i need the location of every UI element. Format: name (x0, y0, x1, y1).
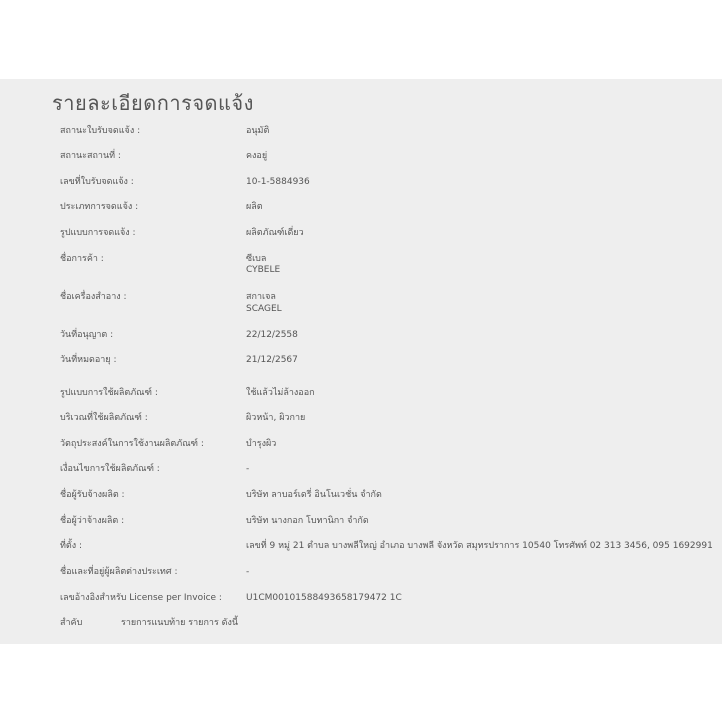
label-expiry-date: วันที่หมดอายุ : (60, 355, 117, 365)
label-hiring-company: ชื่อผู้ว่าจ้างผลิต : (60, 516, 125, 526)
label-notification-type: ประเภทการจดแจ้ง : (60, 202, 139, 212)
label-usage-condition: เงื่อนไขการใช้ผลิตภัณฑ์ : (60, 464, 160, 474)
footer-label: สำคับ (60, 618, 83, 628)
label-notification-number: เลขที่ใบรับจดแจ้ง : (60, 177, 134, 187)
label-place-status: สถานะสถานที่ : (60, 151, 121, 161)
label-notification-format: รูปแบบการจดแจ้ง : (60, 228, 136, 238)
label-foreign-manufacturer: ชื่อและที่อยู่ผู้ผลิตต่างประเทศ : (60, 567, 178, 577)
value-contract-manufacturer: บริษัท ลาบอร์เดรี่ อินโนเวชั่น จำกัด (246, 490, 382, 500)
value-trade-name-english: CYBELE (246, 265, 281, 275)
value-purpose: บำรุงผิว (246, 439, 277, 449)
value-hiring-company: บริษัท นางกอก โบทานิกา จำกัด (246, 516, 369, 526)
label-approval-date: วันที่อนุญาต : (60, 330, 114, 340)
value-address: เลขที่ 9 หมู่ 21 ตำบล บางพลีใหญ่ อำเภอ บางพลี จังหวัด สมุทรปราการ 10540 โทรศัพท์ 02 313 3456, 095 1692991 (246, 541, 713, 551)
value-usage-format: ใช้แล้วไม่ล้างออก (246, 388, 315, 398)
label-address: ที่ตั้ง : (60, 541, 83, 551)
page-title: รายละเอียดการจดแจ้ง (52, 91, 254, 115)
value-usage-condition: - (246, 464, 250, 474)
value-foreign-manufacturer: - (246, 567, 250, 577)
label-trade-name: ชื่อการค้า : (60, 254, 104, 264)
value-notification-format: ผลิตภัณฑ์เดี่ยว (246, 228, 304, 238)
value-cosmetic-name-thai: สกาเจล (246, 292, 276, 302)
value-trade-name-thai: ซีเบล (246, 254, 267, 264)
value-approval-date: 22/12/2558 (246, 330, 298, 340)
value-place-status: คงอยู่ (246, 151, 268, 161)
label-usage-area: บริเวณที่ใช้ผลิตภัณฑ์ : (60, 413, 148, 423)
label-contract-manufacturer: ชื่อผู้รับจ้างผลิต : (60, 490, 125, 500)
label-status: สถานะใบรับจดแจ้ง : (60, 126, 141, 136)
label-purpose: วัตถุประสงค์ในการใช้งานผลิตภัณฑ์ : (60, 439, 204, 449)
label-license-reference: เลขอ้างอิงสำหรับ License per Invoice : (60, 593, 222, 603)
value-notification-number: 10-1-5884936 (246, 177, 310, 187)
label-cosmetic-name: ชื่อเครื่องสำอาง : (60, 292, 127, 302)
value-cosmetic-name-english: SCAGEL (246, 304, 282, 314)
value-status: อนุมัติ (246, 126, 270, 136)
value-license-reference: U1CM00101588493658179472 1C (246, 593, 402, 603)
value-expiry-date: 21/12/2567 (246, 355, 298, 365)
value-notification-type: ผลิต (246, 202, 263, 212)
label-usage-format: รูปแบบการใช้ผลิตภัณฑ์ : (60, 388, 158, 398)
value-usage-area: ผิวหน้า, ผิวกาย (246, 413, 306, 423)
footer-attachment-text: รายการแนบท้าย รายการ ดังนี้ (121, 618, 239, 628)
